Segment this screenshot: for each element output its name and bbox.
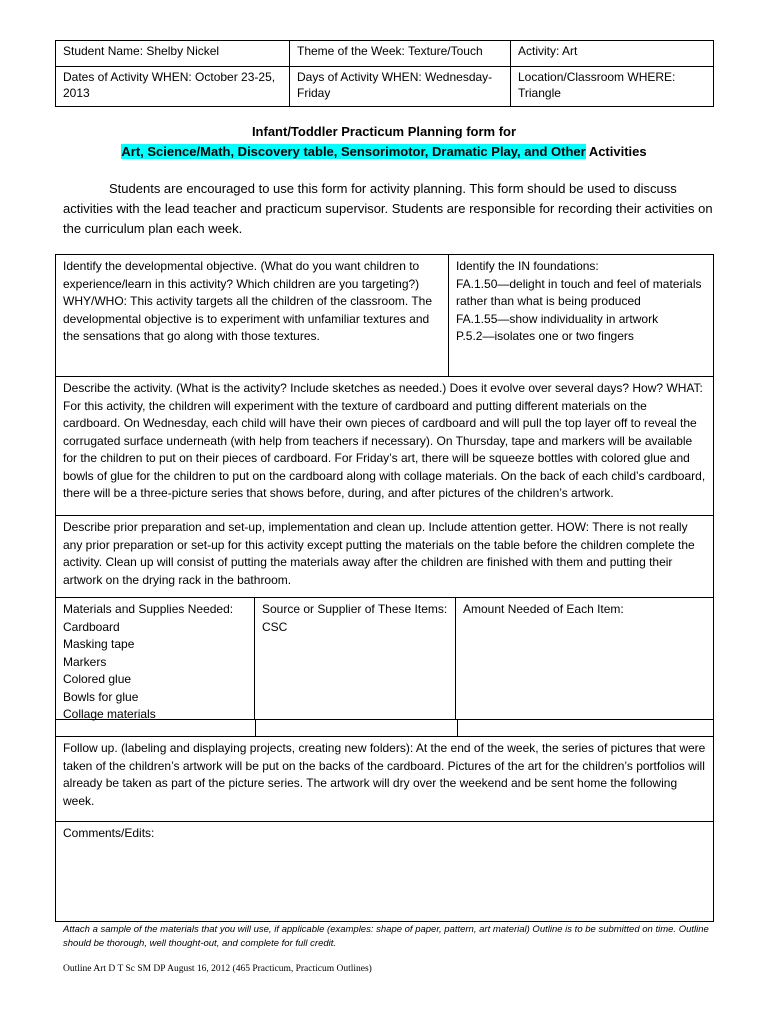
intro-text: Students are encouraged to use this form for activity planning. This form should be used to discuss activities with the lead teacher and practicum supervisor. Students are responsible for recording their activities on the curriculum plan each week. bbox=[63, 181, 713, 236]
student-name-cell: Student Name: Shelby Nickel bbox=[56, 41, 290, 67]
materials-row bbox=[55, 598, 714, 720]
follow-up-row bbox=[55, 737, 714, 822]
days-cell: Days of Activity WHEN: Wednesday-Friday bbox=[290, 67, 511, 107]
material-item: Cardboard bbox=[63, 619, 120, 634]
form-subtitle bbox=[0, 144, 768, 159]
subtitle-suffix: Activities bbox=[585, 144, 647, 159]
materials-title: Materials and Supplies Needed: bbox=[63, 602, 234, 616]
material-item: Markers bbox=[63, 654, 107, 669]
objective-row bbox=[55, 254, 714, 377]
material-item: Collage materials bbox=[63, 707, 156, 721]
intro-paragraph bbox=[63, 179, 713, 239]
foundation-item: FA.1.50—delight in touch and feel of materials rather than what is being produced bbox=[456, 276, 702, 308]
follow-up-text: Follow up. (labeling and displaying projects, creating new folders): At the end of the week, the series of pictures that were taken of the children’s artwork will be put on the backs of the cardboard. Pictures of the art for the children’s portfolios will already be taken as part of the picture series. The artwork will dry over the weekend and be sent home the following week. bbox=[63, 741, 706, 808]
material-item: Colored glue bbox=[63, 672, 132, 686]
attach-note: Attach a sample of the materials that you will use, if applicable (examples: shape of paper, pattern, art material) Outline is to be submitted on time. Outline should be thorough, well thought-out, and complete for full credit. bbox=[63, 924, 709, 949]
preparation-row bbox=[55, 516, 714, 598]
foundation-item: P.5.2—isolates one or two fingers bbox=[456, 329, 634, 343]
theme-cell: Theme of the Week: Texture/Touch bbox=[290, 41, 511, 67]
blank-cell bbox=[56, 720, 256, 736]
material-item: Bowls for glue bbox=[63, 689, 139, 704]
footer-text: Outline Art D T Sc SM DP August 16, 2012 (465 Practicum, Practicum Outlines) bbox=[63, 964, 372, 974]
highlighted-activity-types: Art, Science/Math, Discovery table, Sensorimotor, Dramatic Play, and Other bbox=[121, 144, 586, 159]
activity-cell: Activity: Art bbox=[511, 41, 714, 67]
comments-row bbox=[55, 822, 714, 922]
preparation-text: Describe prior preparation and set-up, implementation and clean up. Include attention getter. HOW: There is not really any prior preparation or set-up for this activity except putting the materials on the table before the children complete the activity. Clean up will consist of putting the materials away after the children are finished with them and putting their artwork on the drying rack in the bathroom. bbox=[63, 520, 695, 587]
blank-cell bbox=[256, 720, 458, 736]
amount-cell: Amount Needed of Each Item: bbox=[463, 602, 624, 616]
materials-blank-row bbox=[55, 720, 714, 737]
header-table bbox=[55, 40, 714, 107]
form-title: Infant/Toddler Practicum Planning form for bbox=[251, 124, 517, 139]
objective-cell: Identify the developmental objective. (What do you want children to experience/learn in this activity? Which children are you targeting?) WHY/WHO: This activity targets all the children of the classroom. The developmental objective is to experiment with unfamiliar textures and the sensations that go along with those textures. bbox=[56, 255, 449, 376]
foundation-item: FA.1.55—show individuality in artwork bbox=[456, 311, 659, 326]
foundations-title: Identify the IN foundations: bbox=[456, 259, 599, 273]
foundations-cell bbox=[449, 255, 713, 376]
location-cell: Location/Classroom WHERE: Triangle bbox=[511, 67, 714, 107]
comments-label: Comments/Edits: bbox=[63, 826, 155, 840]
materials-cell bbox=[56, 598, 255, 719]
describe-activity-text: Describe the activity. (What is the activity? Include sketches as needed.) Does it evolve over several days? How? WHAT: For this activity, the children will experiment with the texture of cardboard and putting different materials on the cardboard. On Wednesday, each child will have their own pieces of cardboard and will pull the top layer off to reveal the corrugated surface underneath (with help from teachers if necessary). On Thursday, tape and markers will be available for the children to put on their pieces of cardboard. For Friday’s art, there will be squeeze bottles with colored glue and bowls of glue for the children to put on the cardboard along with collage materials. On the back of each child’s cardboard, there will be a three-picture series that shows before, during, and after pictures of the children’s artwork. bbox=[63, 381, 706, 500]
describe-activity-row bbox=[55, 377, 714, 516]
material-item: Masking tape bbox=[63, 637, 135, 651]
dates-cell: Dates of Activity WHEN: October 23-25, 2013 bbox=[56, 67, 290, 107]
source-cell: Source or Supplier of These Items: CSC bbox=[255, 598, 456, 719]
blank-cell bbox=[458, 720, 713, 736]
